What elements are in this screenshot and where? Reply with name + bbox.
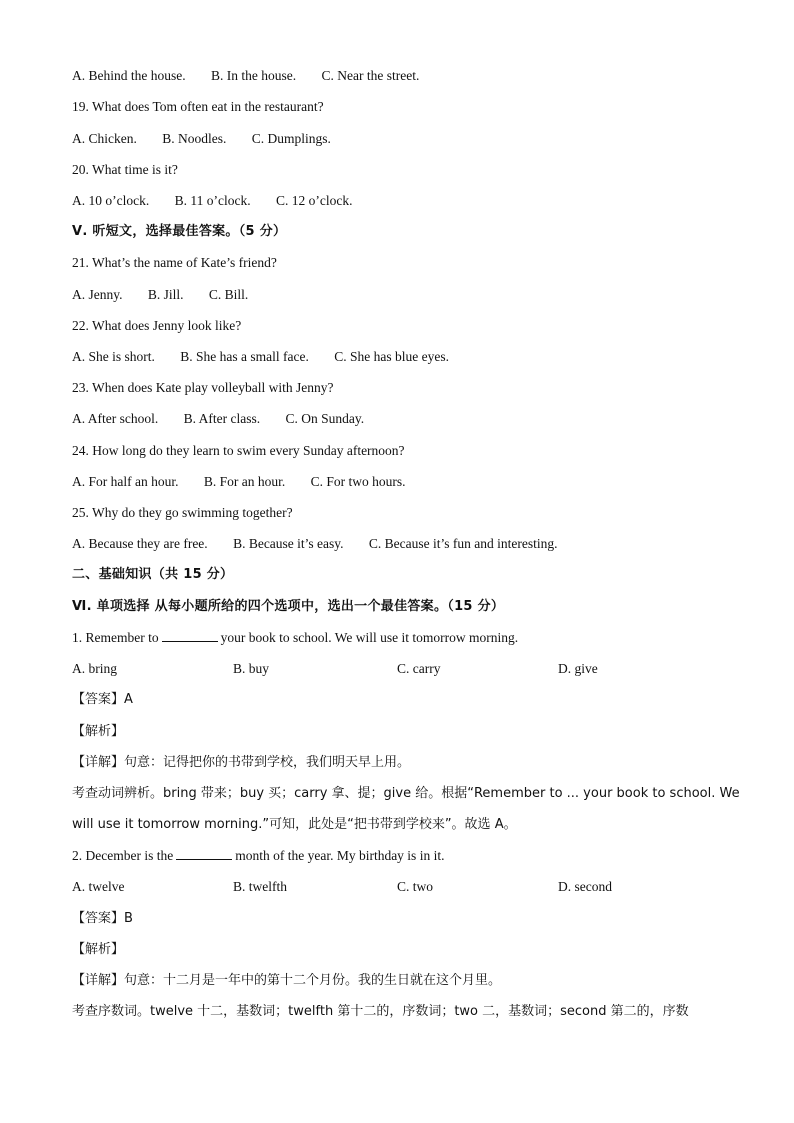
option-b: B. twelfth [233,879,287,894]
blank-line [176,847,232,860]
option-b: B. Noodles. [162,131,227,146]
q25-options [72,535,710,553]
option-a: A. twelve [72,879,125,894]
option-c: C. Because it’s fun and interesting. [368,536,558,551]
part-2-heading: 二、基础知识（共 15 分） [72,567,234,582]
mc2-detail: 【详解】句意：十二月是一年中的第十二个月份。我的生日就在这个月里。 [72,973,502,988]
q20-question: 20. What time is it? [72,162,178,177]
mc1-question [72,629,710,647]
mc2-question [72,847,710,865]
mc2-answer: 【答案】B [72,911,133,926]
option-c: C. two [397,879,434,894]
mc1-options [72,660,710,678]
option-d: D. give [558,661,598,676]
q24-question: 24. How long do they learn to swim every Sunday afternoon? [72,443,405,458]
option-c: C. On Sunday. [285,411,365,426]
option-b: B. After class. [183,411,261,426]
option-b: B. In the house. [211,68,297,83]
mc2-analysis-label: 【解析】 [72,942,125,957]
option-a: A. Chicken. [72,131,137,146]
option-c: C. For two hours. [310,474,406,489]
mc2-options [72,878,710,896]
option-b: B. She has a small face. [180,349,309,364]
option-a: A. Because they are free. [72,536,208,551]
option-a: A. For half an hour. [72,474,179,489]
mc2-stem-end: month of the year. My birthday is in it. [235,848,445,863]
mc1-stem-start: 1. Remember to [72,630,159,645]
option-b: B. Because it’s easy. [233,536,344,551]
option-a: A. Behind the house. [72,68,186,83]
q25-question: 25. Why do they go swimming together? [72,505,293,520]
option-b: B. Jill. [147,287,184,302]
option-c: C. Dumplings. [251,131,331,146]
q21-options [72,286,710,304]
mc1-explanation-line-2: will use it tomorrow morning.”可知，此处是“把书带到学校来”。故选 A。 [72,817,517,832]
option-d: D. second [558,879,612,894]
q22-question: 22. What does Jenny look like? [72,318,242,333]
mc1-explanation-line-1: 考查动词辨析。bring 带来；buy 买；carry 拿、提；give 给。根据“Remember to ... your book to school. We [72,786,740,801]
q23-options [72,410,710,428]
option-c: C. 12 o’clock. [275,193,353,208]
option-c: C. Near the street. [321,68,420,83]
option-a: A. She is short. [72,349,155,364]
option-b: B. 11 o’clock. [174,193,251,208]
option-c: C. Bill. [208,287,249,302]
mc2-stem-start: 2. December is the [72,848,174,863]
q22-options [72,348,710,366]
q18-options [72,67,710,85]
section-6-heading: Ⅵ. 单项选择 从每小题所给的四个选项中，选出一个最佳答案。（15 分） [72,599,505,614]
option-c: C. carry [397,661,441,676]
q20-options [72,192,710,210]
option-a: A. Jenny. [72,287,123,302]
section-5-heading: Ⅴ. 听短文，选择最佳答案。（5 分） [72,224,287,239]
mc1-detail: 【详解】句意：记得把你的书带到学校，我们明天早上用。 [72,755,411,770]
q24-options [72,473,710,491]
option-b: B. For an hour. [203,474,286,489]
option-c: C. She has blue eyes. [334,349,449,364]
q19-question: 19. What does Tom often eat in the restaurant? [72,99,324,114]
option-b: B. buy [233,661,270,676]
q23-question: 23. When does Kate play volleyball with Jenny? [72,380,334,395]
mc1-stem-end: your book to school. We will use it tomorrow morning. [220,630,519,645]
q19-options [72,130,710,148]
option-a: A. bring [72,661,117,676]
option-a: A. After school. [72,411,159,426]
option-a: A. 10 o’clock. [72,193,150,208]
q21-question: 21. What’s the name of Kate’s friend? [72,255,277,270]
mc2-explanation-line-1: 考查序数词。twelve 十二，基数词；twelfth 第十二的，序数词；two 二，基数词；second 第二的，序数 [72,1004,689,1019]
mc1-answer: 【答案】A [72,692,133,707]
mc1-analysis-label: 【解析】 [72,724,125,739]
blank-line [162,629,218,642]
